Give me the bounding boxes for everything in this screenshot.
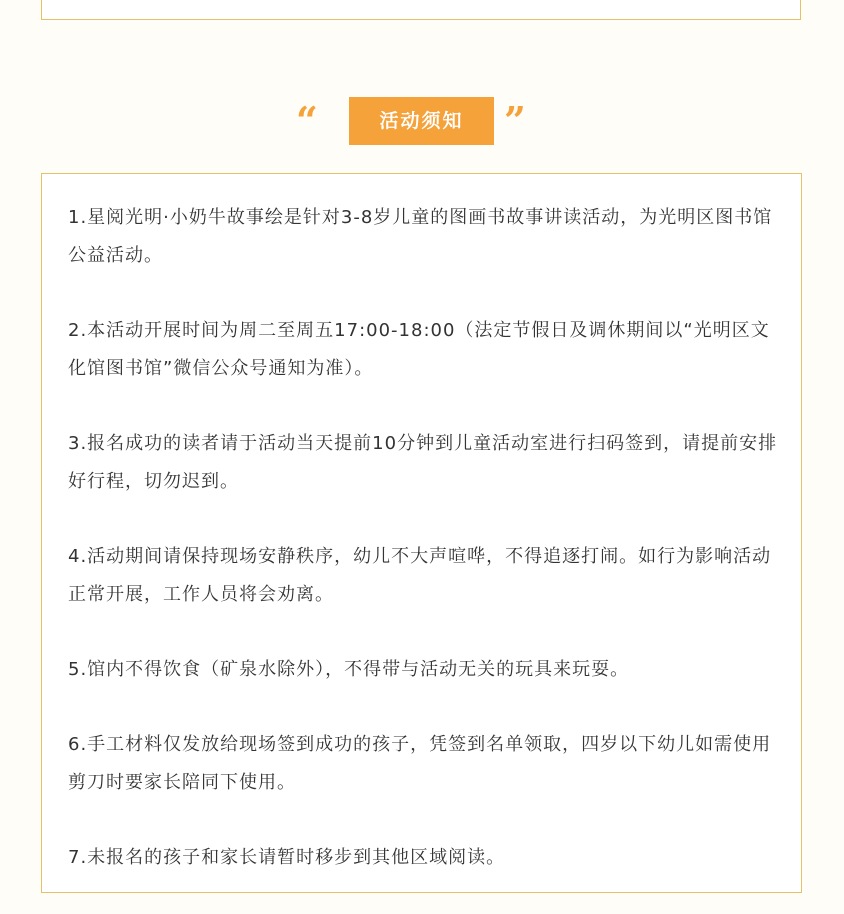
notice-item-3: 3.报名成功的读者请于活动当天提前10分钟到儿童活动室进行扫码签到，请提前安排好行程，切勿迟到。 — [68, 433, 778, 492]
notice-item-1: 1.星阅光明·小奶牛故事绘是针对3-8岁儿童的图画书故事讲读活动，为光明区图书馆公益活动。 — [68, 207, 773, 266]
section-title: 活动须知 — [349, 97, 494, 145]
notice-card — [41, 173, 802, 893]
notice-item-7: 7.未报名的孩子和家长请暂时移步到其他区域阅读。 — [68, 847, 506, 868]
notice-item-4: 4.活动期间请保持现场安静秩序，幼儿不大声喧哗，不得追逐打闹。如行为影响活动正常开展，工作人员将会劝离。 — [68, 546, 772, 605]
notice-item-6: 6.手工材料仅发放给现场签到成功的孩子，凭签到名单领取，四岁以下幼儿如需使用剪刀时要家长陪同下使用。 — [68, 734, 772, 793]
notice-list — [68, 199, 780, 914]
open-quote-icon: “ — [296, 98, 318, 143]
close-quote-icon: ” — [504, 98, 526, 143]
notice-item-5: 5.馆内不得饮食（矿泉水除外），不得带与活动无关的玩具来玩耍。 — [68, 659, 630, 680]
section-header — [0, 97, 844, 145]
previous-section-card — [41, 0, 801, 20]
notice-item-2: 2.本活动开展时间为周二至周五17:00-18:00（法定节假日及调休期间以“光明区文化馆图书馆”微信公众号通知为准）。 — [68, 320, 770, 379]
